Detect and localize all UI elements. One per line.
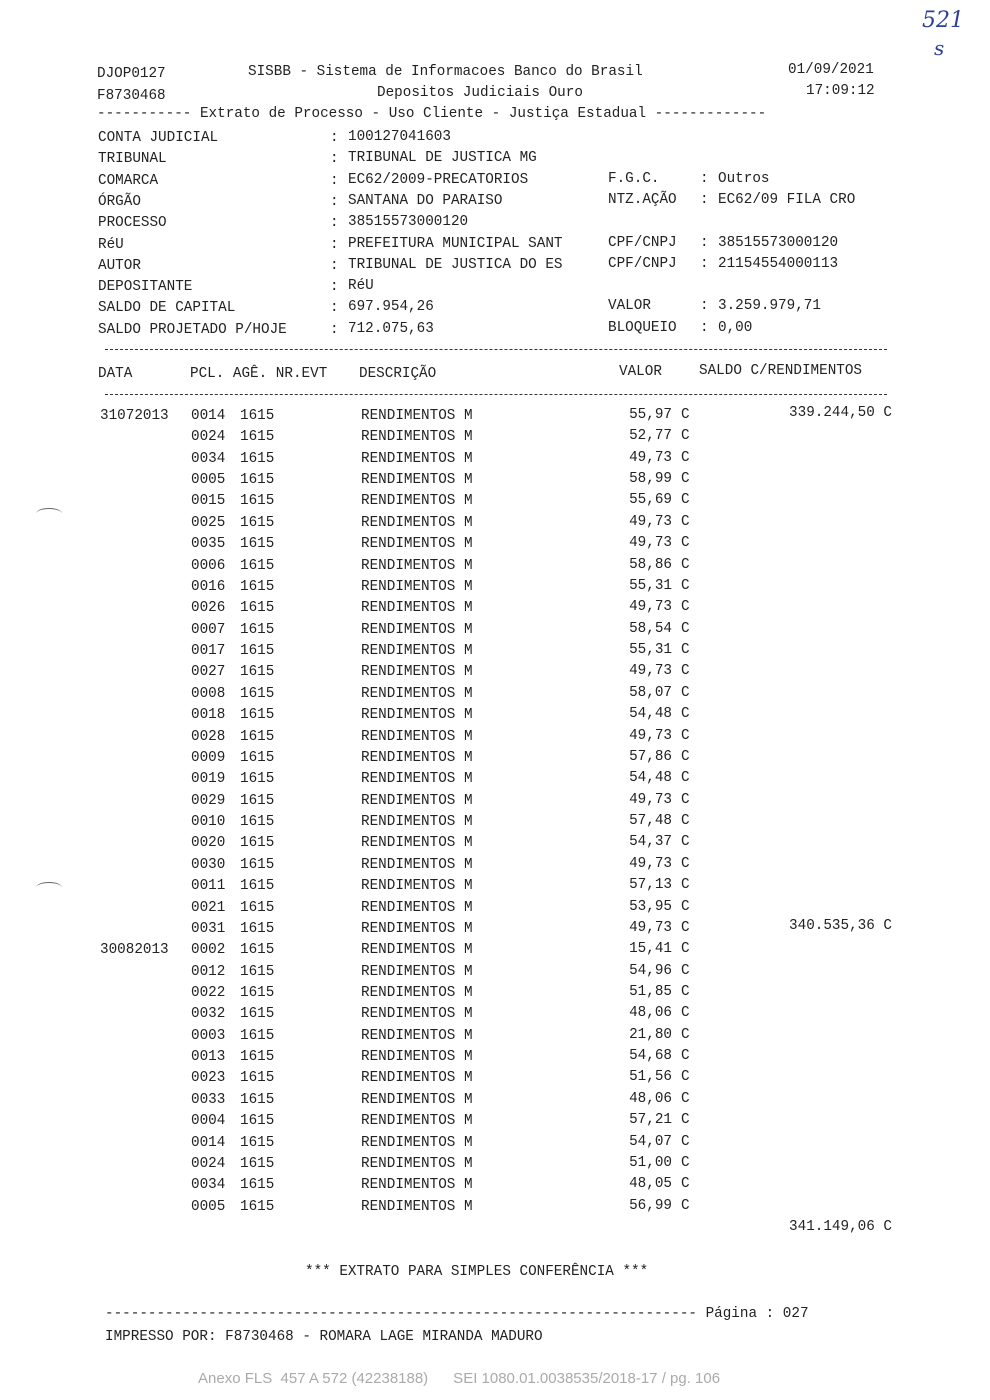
value-cell: 58,07 [629, 685, 672, 701]
value-cell: 57,48 [629, 813, 672, 829]
field-colon: : [330, 173, 339, 189]
credit-debit-cell: C [681, 1027, 690, 1043]
credit-debit-cell: C [681, 1069, 690, 1085]
credit-debit-cell: C [681, 578, 690, 594]
description-cell: RENDIMENTOS M [361, 1135, 473, 1151]
description-cell: RENDIMENTOS M [361, 1092, 473, 1108]
description-cell: RENDIMENTOS M [361, 793, 473, 809]
value-cell: 49,73 [629, 450, 672, 466]
field-label: TRIBUNAL [98, 151, 167, 167]
credit-debit-cell: C [681, 856, 690, 872]
description-cell: RENDIMENTOS M [361, 835, 473, 851]
value-cell: 54,37 [629, 834, 672, 850]
right-field-label: CPF/CNPJ [608, 256, 677, 272]
value-cell: 48,05 [629, 1176, 672, 1192]
value-cell: 58,99 [629, 471, 672, 487]
pcl-cell: 0018 [191, 707, 226, 723]
description-cell: RENDIMENTOS M [361, 1028, 473, 1044]
pcl-cell: 0017 [191, 643, 226, 659]
credit-debit-cell: C [681, 728, 690, 744]
pcl-cell: 0027 [191, 664, 226, 680]
credit-debit-cell: C [681, 963, 690, 979]
credit-debit-cell: C [681, 1176, 690, 1192]
agencia-cell: 1615 [240, 1006, 275, 1022]
value-cell: 58,86 [629, 557, 672, 573]
right-field-value: Outros [718, 171, 770, 187]
agencia-cell: 1615 [240, 408, 275, 424]
agencia-cell: 1615 [240, 964, 275, 980]
agencia-cell: 1615 [240, 643, 275, 659]
pcl-cell: 0005 [191, 1199, 226, 1215]
right-field-colon: : [700, 192, 709, 208]
field-label: SALDO DE CAPITAL [98, 300, 236, 316]
field-value: EC62/2009-PRECATORIOS [348, 172, 529, 188]
pcl-cell: 0023 [191, 1070, 226, 1086]
value-cell: 51,56 [629, 1069, 672, 1085]
agencia-cell: 1615 [240, 664, 275, 680]
field-value: RéU [348, 278, 374, 294]
description-cell: RENDIMENTOS M [361, 558, 473, 574]
printed-by: IMPRESSO POR: F8730468 - ROMARA LAGE MIRANDA MADURO [105, 1329, 543, 1345]
agencia-cell: 1615 [240, 942, 275, 958]
agencia-cell: 1615 [240, 793, 275, 809]
credit-debit-cell: C [681, 834, 690, 850]
value-cell: 52,77 [629, 428, 672, 444]
field-label: CONTA JUDICIAL [98, 130, 219, 146]
value-cell: 15,41 [629, 941, 672, 957]
description-cell: RENDIMENTOS M [361, 878, 473, 894]
description-cell: RENDIMENTOS M [361, 664, 473, 680]
field-value: TRIBUNAL DE JUSTICA DO ES [348, 257, 563, 273]
pcl-cell: 0035 [191, 536, 226, 552]
field-label: AUTOR [98, 258, 141, 274]
field-colon: : [330, 194, 339, 210]
description-cell: RENDIMENTOS M [361, 600, 473, 616]
value-cell: 54,48 [629, 706, 672, 722]
right-field-colon: : [700, 235, 709, 251]
agencia-cell: 1615 [240, 835, 275, 851]
agencia-cell: 1615 [240, 429, 275, 445]
credit-debit-cell: C [681, 642, 690, 658]
value-cell: 51,00 [629, 1155, 672, 1171]
field-label: COMARCA [98, 173, 159, 189]
column-descricao: DESCRIÇÃO [359, 366, 437, 382]
value-cell: 57,86 [629, 749, 672, 765]
value-cell: 49,73 [629, 920, 672, 936]
pcl-cell: 0007 [191, 622, 226, 638]
description-cell: RENDIMENTOS M [361, 1113, 473, 1129]
agencia-cell: 1615 [240, 1070, 275, 1086]
description-cell: RENDIMENTOS M [361, 686, 473, 702]
date-cell: 31072013 [100, 408, 169, 424]
agencia-cell: 1615 [240, 536, 275, 552]
agencia-cell: 1615 [240, 985, 275, 1001]
scan-mark [36, 508, 62, 519]
column-valor: VALOR [619, 364, 662, 380]
pcl-cell: 0014 [191, 408, 226, 424]
final-balance: 341.149,06 C [789, 1219, 892, 1235]
agencia-cell: 1615 [240, 622, 275, 638]
credit-debit-cell: C [681, 984, 690, 1000]
agencia-cell: 1615 [240, 579, 275, 595]
value-cell: 55,31 [629, 642, 672, 658]
agencia-cell: 1615 [240, 1199, 275, 1215]
pcl-cell: 0010 [191, 814, 226, 830]
value-cell: 49,73 [629, 856, 672, 872]
agencia-cell: 1615 [240, 729, 275, 745]
credit-debit-cell: C [681, 599, 690, 615]
pcl-cell: 0012 [191, 964, 226, 980]
pcl-cell: 0025 [191, 515, 226, 531]
value-cell: 54,07 [629, 1134, 672, 1150]
field-value: 712.075,63 [348, 321, 434, 337]
agencia-cell: 1615 [240, 686, 275, 702]
right-field-colon: : [700, 171, 709, 187]
pcl-cell: 0014 [191, 1135, 226, 1151]
page-number-line: --------------------------------------------------------------------- Página : 027 [105, 1306, 809, 1322]
credit-debit-cell: C [681, 792, 690, 808]
pcl-cell: 0024 [191, 429, 226, 445]
credit-debit-cell: C [681, 770, 690, 786]
credit-debit-cell: C [681, 1134, 690, 1150]
agencia-cell: 1615 [240, 451, 275, 467]
field-colon: : [330, 215, 339, 231]
description-cell: RENDIMENTOS M [361, 729, 473, 745]
value-cell: 21,80 [629, 1027, 672, 1043]
pcl-cell: 0009 [191, 750, 226, 766]
pcl-cell: 0029 [191, 793, 226, 809]
description-cell: RENDIMENTOS M [361, 493, 473, 509]
field-value: 697.954,26 [348, 299, 434, 315]
credit-debit-cell: C [681, 877, 690, 893]
value-cell: 53,95 [629, 899, 672, 915]
field-value: TRIBUNAL DE JUSTICA MG [348, 150, 537, 166]
agencia-cell: 1615 [240, 921, 275, 937]
value-cell: 49,73 [629, 514, 672, 530]
credit-debit-cell: C [681, 492, 690, 508]
credit-debit-cell: C [681, 899, 690, 915]
credit-debit-cell: C [681, 685, 690, 701]
conference-notice: *** EXTRATO PARA SIMPLES CONFERÊNCIA *** [305, 1264, 649, 1280]
column-saldo: SALDO C/RENDIMENTOS [699, 363, 863, 379]
description-cell: RENDIMENTOS M [361, 942, 473, 958]
value-cell: 54,96 [629, 963, 672, 979]
agencia-cell: 1615 [240, 1049, 275, 1065]
pcl-cell: 0016 [191, 579, 226, 595]
sei-footer-reference: Anexo FLS 457 A 572 (42238188) SEI 1080.01.0038535/2018-17 / pg. 106 [198, 1370, 721, 1387]
value-cell: 49,73 [629, 599, 672, 615]
pcl-cell: 0020 [191, 835, 226, 851]
right-field-colon: : [700, 256, 709, 272]
right-field-label: BLOQUEIO [608, 320, 677, 336]
field-colon: : [330, 300, 339, 316]
date-cell: 30082013 [100, 942, 169, 958]
right-field-colon: : [700, 298, 709, 314]
right-field-label: F.G.C. [608, 171, 660, 187]
field-value: SANTANA DO PARAISO [348, 193, 503, 209]
pcl-cell: 0028 [191, 729, 226, 745]
value-cell: 48,06 [629, 1091, 672, 1107]
field-colon: : [330, 151, 339, 167]
agencia-cell: 1615 [240, 493, 275, 509]
description-cell: RENDIMENTOS M [361, 1049, 473, 1065]
description-cell: RENDIMENTOS M [361, 472, 473, 488]
pcl-cell: 0032 [191, 1006, 226, 1022]
pcl-cell: 0031 [191, 921, 226, 937]
agencia-cell: 1615 [240, 771, 275, 787]
description-cell: RENDIMENTOS M [361, 707, 473, 723]
value-cell: 58,54 [629, 621, 672, 637]
field-colon: : [330, 258, 339, 274]
field-colon: : [330, 237, 339, 253]
pcl-cell: 0005 [191, 472, 226, 488]
right-field-label: VALOR [608, 298, 651, 314]
value-cell: 55,31 [629, 578, 672, 594]
agencia-cell: 1615 [240, 878, 275, 894]
credit-debit-cell: C [681, 1091, 690, 1107]
description-cell: RENDIMENTOS M [361, 429, 473, 445]
pcl-cell: 0011 [191, 878, 226, 894]
field-colon: : [330, 279, 339, 295]
credit-debit-cell: C [681, 1005, 690, 1021]
column-data: DATA [98, 366, 133, 382]
description-cell: RENDIMENTOS M [361, 985, 473, 1001]
description-cell: RENDIMENTOS M [361, 921, 473, 937]
agencia-cell: 1615 [240, 750, 275, 766]
right-field-value: 21154554000113 [718, 256, 839, 272]
field-label: RéU [98, 237, 124, 253]
description-cell: RENDIMENTOS M [361, 1156, 473, 1172]
value-cell: 49,73 [629, 535, 672, 551]
right-field-value: EC62/09 FILA CRO [718, 192, 856, 208]
right-field-value: 3.259.979,71 [718, 298, 821, 314]
description-cell: RENDIMENTOS M [361, 536, 473, 552]
balance-cell: 339.244,50 C [789, 405, 892, 421]
agencia-cell: 1615 [240, 1113, 275, 1129]
description-cell: RENDIMENTOS M [361, 515, 473, 531]
pcl-cell: 0015 [191, 493, 226, 509]
credit-debit-cell: C [681, 428, 690, 444]
agencia-cell: 1615 [240, 1028, 275, 1044]
credit-debit-cell: C [681, 706, 690, 722]
value-cell: 49,73 [629, 728, 672, 744]
pcl-cell: 0026 [191, 600, 226, 616]
credit-debit-cell: C [681, 621, 690, 637]
pcl-cell: 0030 [191, 857, 226, 873]
credit-debit-cell: C [681, 663, 690, 679]
field-value: 38515573000120 [348, 214, 469, 230]
description-cell: RENDIMENTOS M [361, 579, 473, 595]
agencia-cell: 1615 [240, 1092, 275, 1108]
field-colon: : [330, 322, 339, 338]
report-date: 01/09/2021 [788, 62, 874, 78]
separator [105, 394, 887, 395]
value-cell: 54,48 [629, 770, 672, 786]
report-code: DJOP0127 [97, 66, 166, 82]
column-pcl-age-nr: PCL. AGÊ. NR.EVT [190, 366, 328, 382]
agencia-cell: 1615 [240, 857, 275, 873]
right-field-value: 0,00 [718, 320, 753, 336]
field-colon: : [330, 130, 339, 146]
credit-debit-cell: C [681, 471, 690, 487]
balance-cell: 340.535,36 C [789, 918, 892, 934]
description-cell: RENDIMENTOS M [361, 964, 473, 980]
value-cell: 57,21 [629, 1112, 672, 1128]
description-cell: RENDIMENTOS M [361, 643, 473, 659]
pcl-cell: 0006 [191, 558, 226, 574]
pcl-cell: 0021 [191, 900, 226, 916]
pcl-cell: 0008 [191, 686, 226, 702]
handwritten-initial: s [934, 36, 945, 60]
value-cell: 55,97 [629, 407, 672, 423]
value-cell: 49,73 [629, 663, 672, 679]
credit-debit-cell: C [681, 557, 690, 573]
value-cell: 55,69 [629, 492, 672, 508]
field-label: ÓRGÃO [98, 194, 141, 210]
credit-debit-cell: C [681, 535, 690, 551]
description-cell: RENDIMENTOS M [361, 1070, 473, 1086]
field-label: PROCESSO [98, 215, 167, 231]
field-value: 100127041603 [348, 129, 451, 145]
agencia-cell: 1615 [240, 900, 275, 916]
description-cell: RENDIMENTOS M [361, 1199, 473, 1215]
credit-debit-cell: C [681, 450, 690, 466]
credit-debit-cell: C [681, 749, 690, 765]
credit-debit-cell: C [681, 1198, 690, 1214]
description-cell: RENDIMENTOS M [361, 750, 473, 766]
right-field-value: 38515573000120 [718, 235, 839, 251]
credit-debit-cell: C [681, 514, 690, 530]
pcl-cell: 0002 [191, 942, 226, 958]
agencia-cell: 1615 [240, 707, 275, 723]
right-field-label: CPF/CNPJ [608, 235, 677, 251]
system-title: SISBB - Sistema de Informacoes Banco do Brasil [248, 64, 643, 80]
report-time: 17:09:12 [806, 83, 875, 99]
pcl-cell: 0019 [191, 771, 226, 787]
agencia-cell: 1615 [240, 1135, 275, 1151]
operator-code: F8730468 [97, 88, 166, 104]
pcl-cell: 0003 [191, 1028, 226, 1044]
credit-debit-cell: C [681, 1048, 690, 1064]
agencia-cell: 1615 [240, 472, 275, 488]
credit-debit-cell: C [681, 407, 690, 423]
value-cell: 48,06 [629, 1005, 672, 1021]
report-subtitle: Depositos Judiciais Ouro [377, 85, 583, 101]
field-label: SALDO PROJETADO P/HOJE [98, 322, 287, 338]
value-cell: 56,99 [629, 1198, 672, 1214]
value-cell: 49,73 [629, 792, 672, 808]
pcl-cell: 0034 [191, 451, 226, 467]
agencia-cell: 1615 [240, 1156, 275, 1172]
field-value: PREFEITURA MUNICIPAL SANT [348, 236, 563, 252]
credit-debit-cell: C [681, 920, 690, 936]
field-label: DEPOSITANTE [98, 279, 193, 295]
pcl-cell: 0004 [191, 1113, 226, 1129]
agencia-cell: 1615 [240, 1177, 275, 1193]
extract-title: ----------- Extrato de Processo - Uso Cliente - Justiça Estadual ------------- [97, 106, 767, 122]
right-field-colon: : [700, 320, 709, 336]
description-cell: RENDIMENTOS M [361, 451, 473, 467]
description-cell: RENDIMENTOS M [361, 1006, 473, 1022]
credit-debit-cell: C [681, 1112, 690, 1128]
agencia-cell: 1615 [240, 814, 275, 830]
agencia-cell: 1615 [240, 558, 275, 574]
scan-mark [36, 882, 62, 893]
agencia-cell: 1615 [240, 600, 275, 616]
credit-debit-cell: C [681, 813, 690, 829]
description-cell: RENDIMENTOS M [361, 857, 473, 873]
description-cell: RENDIMENTOS M [361, 408, 473, 424]
pcl-cell: 0034 [191, 1177, 226, 1193]
pcl-cell: 0013 [191, 1049, 226, 1065]
pcl-cell: 0022 [191, 985, 226, 1001]
pcl-cell: 0024 [191, 1156, 226, 1172]
credit-debit-cell: C [681, 1155, 690, 1171]
value-cell: 57,13 [629, 877, 672, 893]
description-cell: RENDIMENTOS M [361, 814, 473, 830]
agencia-cell: 1615 [240, 515, 275, 531]
separator [105, 349, 887, 350]
right-field-label: NTZ.AÇÃO [608, 192, 677, 208]
description-cell: RENDIMENTOS M [361, 900, 473, 916]
credit-debit-cell: C [681, 941, 690, 957]
value-cell: 51,85 [629, 984, 672, 1000]
pcl-cell: 0033 [191, 1092, 226, 1108]
description-cell: RENDIMENTOS M [361, 771, 473, 787]
value-cell: 54,68 [629, 1048, 672, 1064]
description-cell: RENDIMENTOS M [361, 1177, 473, 1193]
handwritten-page-number: 521 [922, 8, 964, 33]
description-cell: RENDIMENTOS M [361, 622, 473, 638]
